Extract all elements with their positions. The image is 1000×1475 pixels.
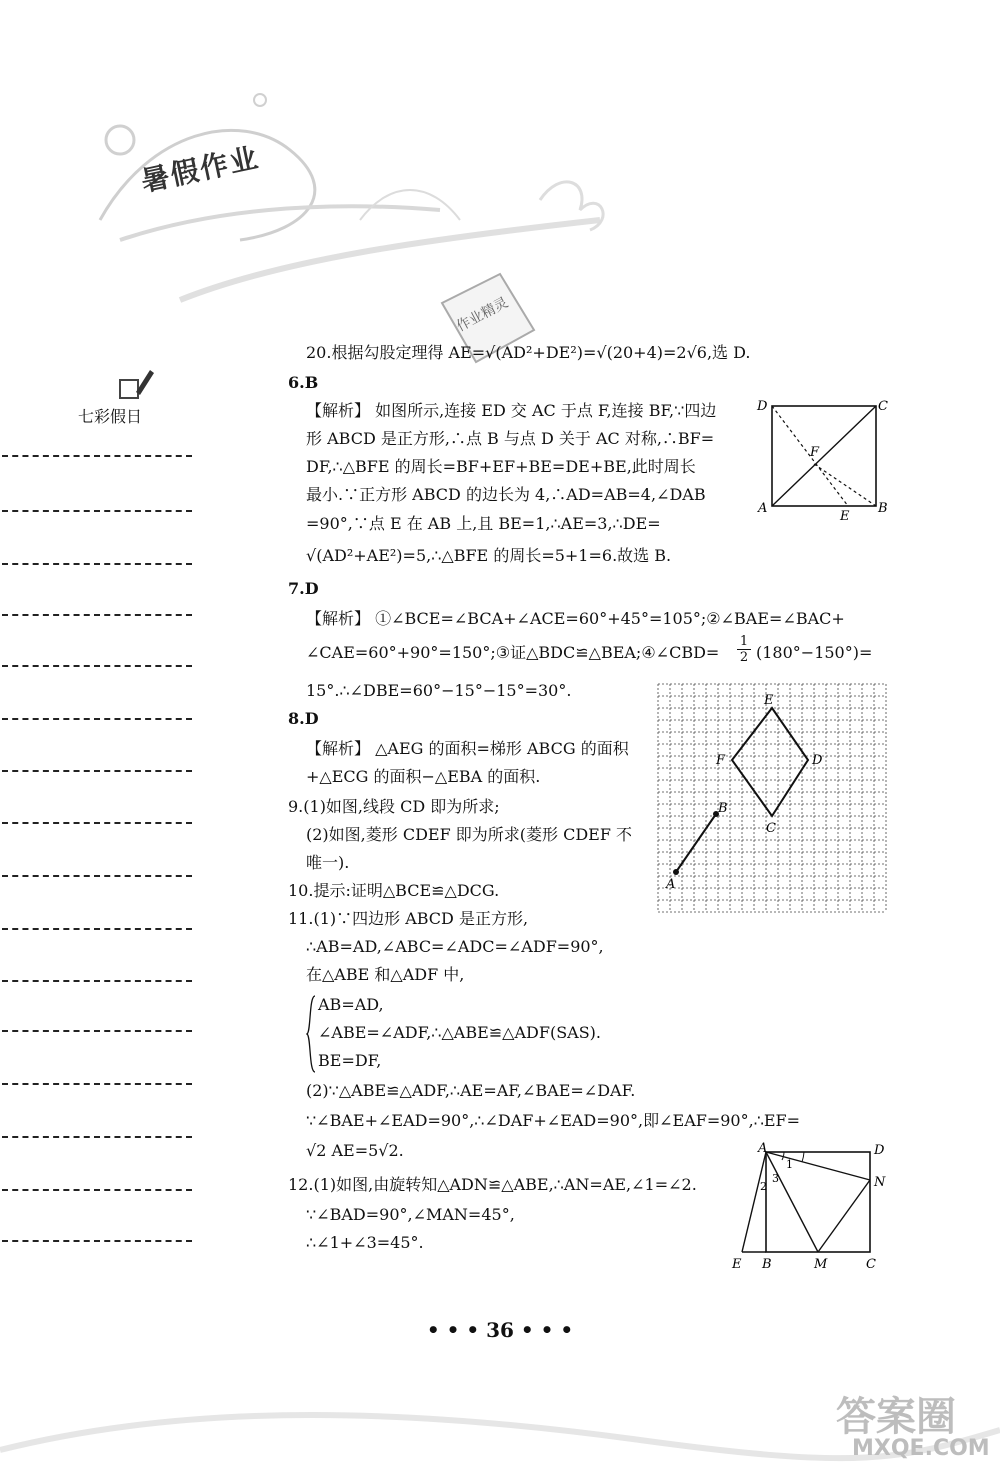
fraction-half <box>737 634 751 665</box>
label-d12: D <box>874 1143 885 1158</box>
page-number: • • • 36 • • • <box>426 1318 574 1342</box>
brace <box>306 994 316 1074</box>
label-a: A <box>758 501 768 516</box>
answer-11-line-5: ∠ABE=∠ADF,∴△ABE≌△ADF(SAS). <box>318 1023 602 1042</box>
answer-7-head: 7.D <box>288 579 319 598</box>
answer-11-line-6: BE=DF, <box>318 1051 382 1070</box>
answer-11-line-3: 在△ABE 和△ADF 中, <box>306 965 465 984</box>
answer-6-line-3: DF,∴△BFE 的周长=BF+EF+BE=DE+BE,此时周长 <box>306 457 696 476</box>
watermark-brand: 答案圈 <box>836 1394 956 1440</box>
answer-12-line-3: ∴∠1+∠3=45°. <box>306 1233 424 1252</box>
angle-2: 2 <box>760 1180 767 1193</box>
grid-label-c: C <box>766 821 776 836</box>
answer-12-line-1: 12.(1)如图,由旋转知△ADN≌△ABE,∴AN=AE,∠1=∠2. <box>288 1175 697 1194</box>
answer-6-line-1: 【解析】 如图所示,连接 ED 交 AC 于点 F,连接 BF,∵四边 <box>306 401 717 420</box>
answer-11-line-9: √2 AE=5√2. <box>306 1141 404 1160</box>
watermark-url: MXQE.COM <box>852 1436 990 1461</box>
header-title: 暑假作业 <box>138 140 263 199</box>
answer-20: 20.根据勾股定理得 AE=√(AD²+DE²)=√(20+4)=2√6,选 D. <box>306 343 751 362</box>
pencil-icon <box>116 366 156 406</box>
answer-11-line-1: 11.(1)∵四边形 ABCD 是正方形, <box>288 909 529 928</box>
label-d: D <box>757 399 768 414</box>
answer-8-line-2: +△ECG 的面积−△EBA 的面积. <box>306 767 541 786</box>
label-f: F <box>810 445 820 460</box>
answer-8-head: 8.D <box>288 709 319 728</box>
answer-7-line-2: ∠CAE=60°+90°=150°;③证△BDC≌△BEA;④∠CBD= <box>306 643 720 662</box>
angle-1: 1 <box>786 1158 793 1171</box>
answer-6-line-4: 最小.∵正方形 ABCD 的边长为 4,∴AD=AB=4,∠DAB <box>306 485 706 504</box>
answer-11-line-8: ∵∠BAE+∠EAD=90°,∴∠DAF+∠EAD=90°,即∠EAF=90°,∴EF= <box>306 1111 801 1130</box>
fraction-denominator: 2 <box>739 650 749 665</box>
answer-9-line-1: 9.(1)如图,线段 CD 即为所求; <box>288 797 500 816</box>
label-b: B <box>878 501 888 516</box>
grid-label-e: E <box>764 693 774 708</box>
answer-6-line-2: 形 ABCD 是正方形,∴点 B 与点 D 关于 AC 对称,∴BF= <box>306 429 715 448</box>
grid-label-d: D <box>812 753 823 768</box>
answer-8-line-1: 【解析】 △AEG 的面积=梯形 ABCG 的面积 <box>306 739 629 758</box>
answer-11-line-2: ∴AB=AD,∠ABC=∠ADC=∠ADF=90°, <box>306 937 604 956</box>
answer-6-head: 6.B <box>288 373 319 392</box>
label-c12: C <box>866 1257 876 1272</box>
answer-12-line-2: ∵∠BAD=90°,∠MAN=45°, <box>306 1205 515 1224</box>
angle-3: 3 <box>772 1172 779 1185</box>
fraction-numerator: 1 <box>737 634 751 650</box>
answer-10: 10.提示:证明△BCE≌△DCG. <box>288 881 500 900</box>
grid-label-b: B <box>718 801 728 816</box>
label-e: E <box>840 509 850 522</box>
figure-rotation <box>726 1138 896 1274</box>
label-a12: A <box>758 1141 768 1156</box>
label-b12: B <box>762 1257 772 1272</box>
answer-11-line-4: AB=AD, <box>318 995 384 1014</box>
answer-9-line-2: (2)如图,菱形 CDEF 即为所求(菱形 CDEF 不 <box>306 825 633 844</box>
answer-11-line-7: (2)∵△ABE≌△ADF,∴AE=AF,∠BAE=∠DAF. <box>306 1081 636 1100</box>
figure-square-abcd <box>752 394 892 522</box>
label-m12: M <box>814 1257 828 1272</box>
answer-7-line-1: 【解析】 ①∠BCE=∠BCA+∠ACE=60°+45°=105°;②∠BAE=∠BAC+ <box>306 609 845 628</box>
answer-9-line-3: 唯一). <box>306 853 350 872</box>
answer-6-line-5: =90°,∵点 E 在 AB 上,且 BE=1,∴AE=3,∴DE= <box>306 514 661 533</box>
grid-label-f: F <box>716 753 726 768</box>
answer-7-line-3: (180°−150°)= <box>756 643 873 662</box>
label-c: C <box>878 399 888 414</box>
figure-grid <box>656 682 888 914</box>
grid-label-a: A <box>666 877 676 892</box>
label-e12: E <box>732 1257 742 1272</box>
answer-6-line-6: √(AD²+AE²)=5,∴△BFE 的周长=5+1=6.故选 B. <box>306 546 672 565</box>
answer-7-line-4: 15°.∴∠DBE=60°−15°−15°=30°. <box>306 681 572 700</box>
sidebar-label: 七彩假日 <box>78 407 143 426</box>
label-n12: N <box>874 1175 886 1190</box>
stamp-text: 作业精灵 <box>453 294 511 336</box>
